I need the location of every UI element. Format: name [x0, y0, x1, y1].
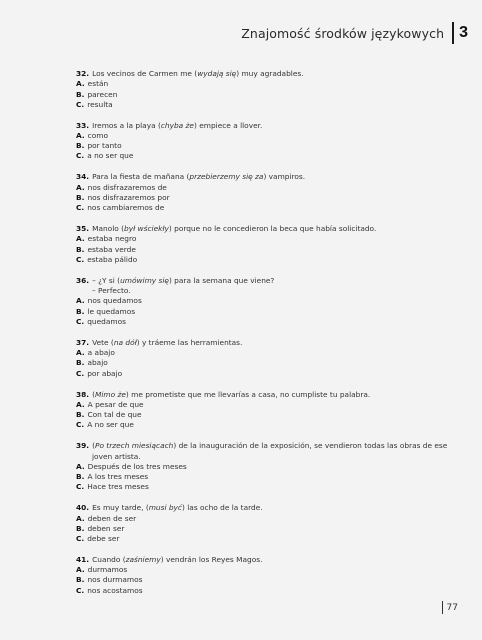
polish-hint: Mimo że [94, 389, 126, 399]
question-item [76, 555, 456, 596]
option-text: durmamos [87, 565, 128, 575]
option-letter: A. [76, 234, 85, 244]
prompt-text: – Perfecto. [92, 286, 131, 296]
prompt-text: Iremos a la playa ( [92, 120, 161, 130]
prompt-text: ) vampiros. [263, 172, 306, 182]
option-letter: C. [76, 316, 85, 326]
question-item [76, 390, 456, 431]
answer-option [76, 307, 456, 317]
option-letter: B. [76, 523, 85, 533]
answer-option [76, 234, 456, 244]
option-text: nos durmamos [87, 575, 143, 585]
option-letter: C. [76, 585, 85, 595]
question-prompt [76, 121, 456, 131]
answer-option [76, 255, 456, 265]
answer-option [76, 245, 456, 255]
page-footer [442, 601, 458, 614]
question-number: 33. [76, 120, 90, 130]
option-text: nos acostamos [87, 585, 143, 595]
prompt-text: Vete ( [92, 337, 114, 347]
prompt-text: Los vecinos de Carmen me ( [92, 69, 198, 78]
answer-option [76, 90, 456, 100]
question-number: 37. [76, 337, 90, 347]
answer-option [76, 348, 456, 358]
option-letter: A. [76, 79, 85, 89]
option-letter: B. [76, 472, 85, 482]
question-prompt-continuation [76, 286, 456, 296]
option-letter: C. [76, 151, 85, 161]
prompt-text: Cuando ( [92, 554, 126, 564]
prompt-text: ) para la semana que viene? [168, 275, 275, 285]
option-text: A pesar de que [87, 399, 144, 409]
question-item [76, 172, 456, 213]
answer-option [76, 131, 456, 141]
option-letter: A. [76, 131, 85, 140]
question-prompt [76, 69, 456, 79]
prompt-text: ) empiece a llover. [193, 120, 263, 130]
answer-option [76, 575, 456, 585]
option-text: A no ser que [87, 420, 134, 430]
option-text: estaba verde [87, 244, 136, 254]
prompt-text: ) muy agradables. [236, 69, 304, 78]
answer-option [76, 141, 456, 151]
option-text: abajo [87, 358, 108, 368]
answer-option [76, 462, 456, 472]
question-item [76, 338, 456, 379]
question-prompt [76, 555, 456, 565]
question-number: 40. [76, 503, 90, 513]
answer-option [76, 524, 456, 534]
question-prompt [76, 224, 456, 234]
option-text: resulta [87, 99, 113, 109]
option-letter: C. [76, 99, 85, 109]
answer-option [76, 410, 456, 420]
prompt-text: ) porque no le concedieron la beca que había solicitado. [168, 224, 377, 234]
polish-hint: wydają się [197, 69, 237, 78]
option-letter: C. [76, 533, 85, 543]
question-number: 38. [76, 389, 90, 399]
polish-hint: musi być [148, 503, 182, 513]
section-title: Znajomość środków językowych [241, 25, 445, 41]
answer-option [76, 317, 456, 327]
prompt-text: ) me prometiste que me llevarías a casa, no cumpliste tu palabra. [125, 389, 371, 399]
answer-option [76, 482, 456, 492]
prompt-text: Manolo ( [92, 224, 125, 234]
option-text: Con tal de que [87, 410, 142, 420]
option-letter: B. [76, 575, 85, 585]
answer-option [76, 514, 456, 524]
answer-option [76, 183, 456, 193]
option-letter: A. [76, 348, 85, 358]
question-item [76, 441, 456, 492]
question-item [76, 224, 456, 265]
question-item [76, 121, 456, 162]
polish-hint: Po trzech miesiącach [94, 441, 174, 451]
option-text: A los tres meses [87, 472, 149, 482]
question-number: 41. [76, 554, 90, 564]
answer-option [76, 534, 456, 544]
answer-option [76, 565, 456, 575]
polish-hint: był wściekły [124, 224, 169, 234]
answer-option [76, 369, 456, 379]
option-letter: C. [76, 203, 85, 213]
answer-option [76, 203, 456, 213]
option-text: por tanto [87, 141, 122, 151]
prompt-text: ) las ocho de la tarde. [182, 503, 263, 513]
answer-option [76, 79, 456, 89]
question-item [76, 69, 456, 110]
polish-hint: na dół [113, 337, 137, 347]
polish-hint: chyba że [160, 120, 194, 130]
prompt-text: ) de la inauguración de la exposición, se vendieron todas las obras de ese [173, 441, 448, 451]
answer-option [76, 193, 456, 203]
prompt-text: ( [92, 389, 95, 399]
option-letter: B. [76, 192, 85, 202]
question-prompt [76, 276, 456, 286]
page-number: 77 [446, 602, 458, 613]
option-letter: A. [76, 399, 85, 409]
question-number: 32. [76, 69, 90, 78]
answer-option [76, 296, 456, 306]
polish-hint: przebierzemy się za [189, 172, 264, 182]
option-text: debe ser [87, 533, 120, 543]
option-text: están [87, 79, 109, 89]
answer-option [76, 420, 456, 430]
option-letter: A. [76, 513, 85, 523]
option-letter: C. [76, 420, 85, 430]
question-prompt [76, 390, 456, 400]
option-letter: C. [76, 368, 85, 378]
option-text: a no ser que [87, 151, 134, 161]
option-letter: C. [76, 482, 85, 492]
answer-option [76, 151, 456, 161]
option-text: como [87, 131, 108, 140]
chapter-number: 3 [459, 24, 468, 41]
option-text: deben de ser [87, 513, 137, 523]
prompt-text: Es muy tarde, ( [92, 503, 149, 513]
option-letter: C. [76, 254, 85, 264]
option-letter: B. [76, 244, 85, 254]
question-number: 35. [76, 224, 90, 234]
option-letter: B. [76, 410, 85, 420]
option-letter: B. [76, 358, 85, 368]
question-item [76, 503, 456, 544]
option-text: nos disfrazaremos por [87, 192, 170, 202]
option-text: por abajo [87, 368, 123, 378]
option-text: Hace tres meses [87, 482, 149, 492]
polish-hint: umówimy się [120, 275, 169, 285]
question-number: 34. [76, 172, 90, 182]
question-number: 36. [76, 275, 90, 285]
question-prompt [76, 503, 456, 513]
question-prompt-continuation [76, 452, 456, 462]
question-prompt [76, 172, 456, 182]
option-text: deben ser [87, 523, 125, 533]
question-item [76, 276, 456, 327]
option-letter: A. [76, 461, 85, 471]
prompt-text: joven artista. [92, 451, 141, 461]
page-header [241, 22, 468, 44]
option-text: estaba pálido [87, 254, 138, 264]
option-letter: A. [76, 296, 85, 306]
option-letter: B. [76, 141, 85, 151]
prompt-text: Para la fiesta de mañana ( [92, 172, 190, 182]
question-list [76, 69, 456, 607]
prompt-text: ) vendrán los Reyes Magos. [160, 554, 263, 564]
option-text: quedamos [87, 316, 126, 326]
answer-option [76, 100, 456, 110]
option-text: nos cambiaremos de [87, 203, 165, 213]
answer-option [76, 358, 456, 368]
footer-divider [442, 601, 443, 614]
polish-hint: zaśniemy [125, 554, 161, 564]
option-text: estaba negro [87, 234, 137, 244]
answer-option [76, 400, 456, 410]
header-divider [452, 22, 454, 44]
question-prompt [76, 338, 456, 348]
option-letter: A. [76, 182, 85, 192]
option-text: nos quedamos [87, 296, 142, 306]
prompt-text: ) y tráeme las herramientas. [136, 337, 243, 347]
option-text: nos disfrazaremos de [87, 182, 167, 192]
option-text: parecen [87, 89, 118, 99]
answer-option [76, 586, 456, 596]
option-text: Después de los tres meses [87, 461, 187, 471]
option-letter: A. [76, 565, 85, 575]
question-number: 39. [76, 441, 90, 451]
answer-option [76, 472, 456, 482]
option-text: a abajo [87, 348, 115, 358]
option-letter: B. [76, 89, 85, 99]
option-text: le quedamos [87, 306, 136, 316]
question-prompt [76, 441, 456, 451]
prompt-text: – ¿Y si ( [92, 275, 121, 285]
prompt-text: ( [92, 441, 95, 451]
option-letter: B. [76, 306, 85, 316]
